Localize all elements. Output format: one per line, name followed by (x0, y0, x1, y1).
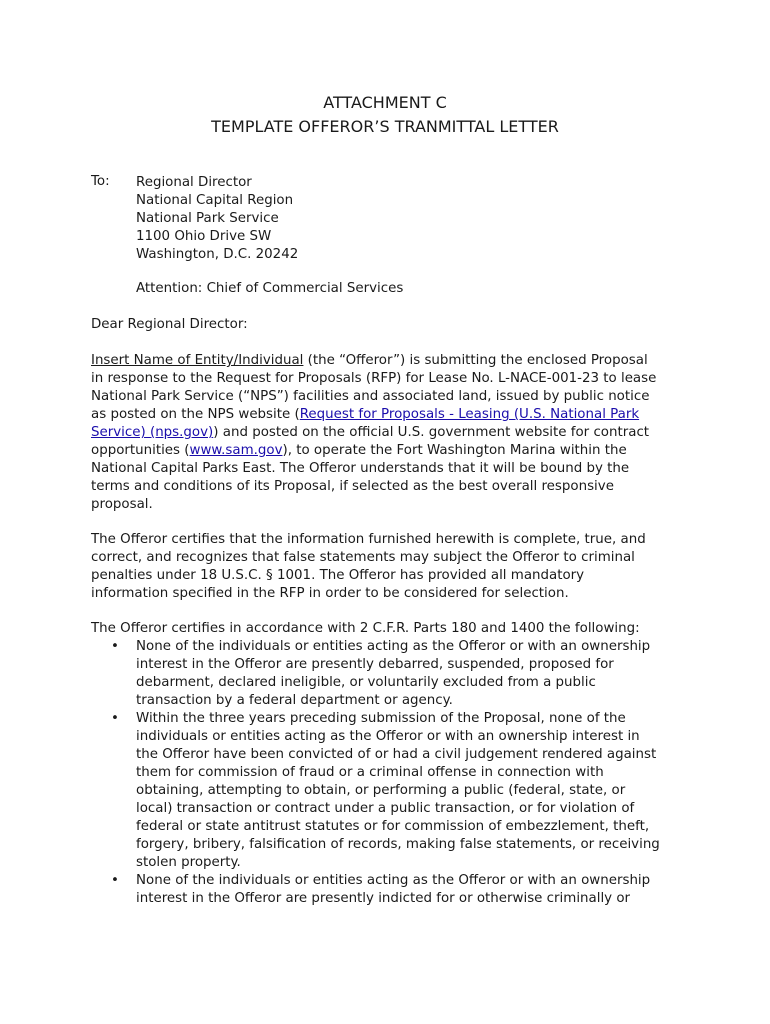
bullet-icon: • (111, 873, 119, 888)
list-item (91, 872, 691, 908)
address-line: National Park Service (136, 211, 279, 226)
certification-list (91, 638, 691, 908)
text-span: opportunities ( (91, 443, 190, 458)
text-line: None of the individuals or entities acting as the Offeror or with an ownership (136, 873, 651, 888)
text-span: as posted on the NPS website ( (91, 407, 300, 422)
text-line: Within the three years preceding submission of the Proposal, none of the (136, 711, 626, 726)
text-line: debarment, declared ineligible, or voluntarily excluded from a public (136, 675, 596, 690)
sam-gov-link[interactable]: www.sam.gov (189, 443, 283, 458)
text-line: federal or state antitrust statutes or for commission of embezzlement, theft, (136, 819, 650, 834)
text-line: The Offeror certifies that the information furnished herewith is complete, true, and (91, 532, 646, 547)
to-label: To: (91, 174, 110, 189)
text-span: (the “Offeror”) is submitting the enclosed Proposal (303, 353, 648, 368)
bullet-icon: • (111, 639, 119, 654)
bullet-icon: • (111, 711, 119, 726)
text-line: the Offeror have been convicted of or had a civil judgement rendered against (136, 747, 657, 762)
address-line: National Capital Region (136, 193, 294, 208)
certification-paragraph (91, 531, 691, 603)
text-line: in response to the Request for Proposals (RFP) for Lease No. L-NACE-001-23 to lease (91, 371, 657, 386)
text-line: correct, and recognizes that false statements may subject the Offeror to criminal (91, 550, 635, 565)
document-title: ATTACHMENT C (323, 93, 447, 112)
list-item (91, 638, 691, 710)
address-line: Regional Director (136, 175, 252, 190)
text-line: transaction by a federal department or agency. (136, 693, 453, 708)
nps-rfp-link[interactable]: Request for Proposals - Leasing (U.S. National Park (299, 407, 640, 422)
recipient-address (136, 174, 298, 264)
text-line: National Park Service (“NPS”) facilities and associated land, issued by public notice (91, 389, 650, 404)
nps-rfp-link-continued[interactable]: Service) (nps.gov) (91, 425, 214, 440)
attention-line: Attention: Chief of Commercial Services (136, 281, 404, 296)
text-line: forgery, bribery, falsification of records, making false statements, or receiving (136, 837, 660, 852)
entity-name-placeholder[interactable]: Insert Name of Entity/Individual (91, 353, 304, 368)
text-line: local) transaction or contract under a public transaction, or for violation of (136, 801, 635, 816)
intro-paragraph (91, 352, 691, 514)
text-line: terms and conditions of its Proposal, if selected as the best overall responsive (91, 479, 614, 494)
text-line: The Offeror certifies in accordance with 2 C.F.R. Parts 180 and 1400 the following: (91, 621, 640, 636)
list-item (91, 710, 691, 872)
text-line: proposal. (91, 497, 153, 512)
text-line: them for commission of fraud or a criminal offense in connection with (136, 765, 604, 780)
text-span: ) and posted on the official U.S. government website for contract (213, 425, 650, 440)
address-line: Washington, D.C. 20242 (136, 247, 299, 262)
text-line: penalties under 18 U.S.C. § 1001. The Offeror has provided all mandatory (91, 568, 585, 583)
text-line: National Capital Parks East. The Offeror understands that it will be bound by the (91, 461, 630, 476)
text-line: stolen property. (136, 855, 241, 870)
salutation: Dear Regional Director: (91, 317, 248, 332)
address-line: 1100 Ohio Drive SW (136, 229, 272, 244)
text-line: information specified in the RFP in order to be considered for selection. (91, 586, 569, 601)
text-line: interest in the Offeror are presently debarred, suspended, proposed for (136, 657, 614, 672)
text-span: ), to operate the Fort Washington Marina within the (282, 443, 627, 458)
text-line: obtaining, attempting to obtain, or performing a public (federal, state, or (136, 783, 626, 798)
text-line: individuals or entities acting as the Offeror or with an ownership interest in (136, 729, 640, 744)
document-subtitle: TEMPLATE OFFEROR’S TRANMITTAL LETTER (211, 117, 559, 136)
cfr-intro (91, 620, 691, 638)
text-line: None of the individuals or entities acting as the Offeror or with an ownership (136, 639, 651, 654)
text-line: interest in the Offeror are presently indicted for or otherwise criminally or (136, 891, 631, 906)
